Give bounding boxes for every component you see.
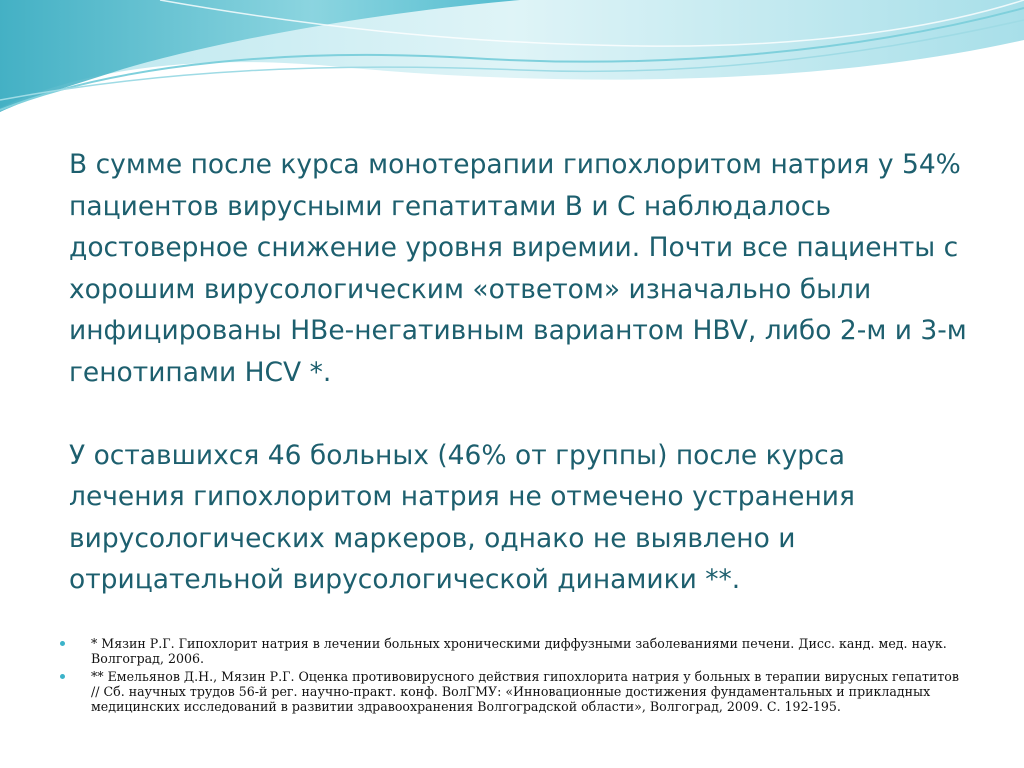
slide-body <box>69 144 969 601</box>
header-wave-decoration <box>0 0 1024 130</box>
body-paragraph-2: У оставшихся 46 больных (46% от группы) после курса лечения гипохлоритом натрия не отмечено устранения вирусологических маркеров, однако не выявлено и отрицательной вирусологической динамики **. <box>69 439 855 595</box>
reference-text: ** Емельянов Д.Н., Мязин Р.Г. Оценка противовирусного действия гипохлорита натрия у больных в терапии вирусных гепатитов // Сб. научных трудов 56-й рег. научно-практ. конф. ВолГМУ: «Инновационные достижения фундаментальных и прикладных медицинских исследований в развитии здравоохранения Волгоградской области», Волгоград, 2009. С. 192-195. <box>91 669 959 714</box>
body-paragraph-1: В сумме после курса монотерапии гипохлоритом натрия у 54% пациентов вирусными гепатитами В и С наблюдалось достоверное снижение уровня виремии. Почти все пациенты с хорошим вирусологическим «ответом» изначально были инфицированы HBe-негативным вариантом HBV, либо 2-м и 3-м генотипами HCV *. <box>69 149 967 388</box>
reference-item <box>60 636 960 666</box>
references-list <box>60 636 960 717</box>
bullet-icon <box>60 674 65 679</box>
reference-item <box>60 669 960 714</box>
reference-text: * Мязин Р.Г. Гипохлорит натрия в лечении больных хроническими диффузными заболеваниями печени. Дисс. канд. мед. наук. Волгоград, 2006. <box>91 636 947 666</box>
bullet-icon <box>60 641 65 646</box>
